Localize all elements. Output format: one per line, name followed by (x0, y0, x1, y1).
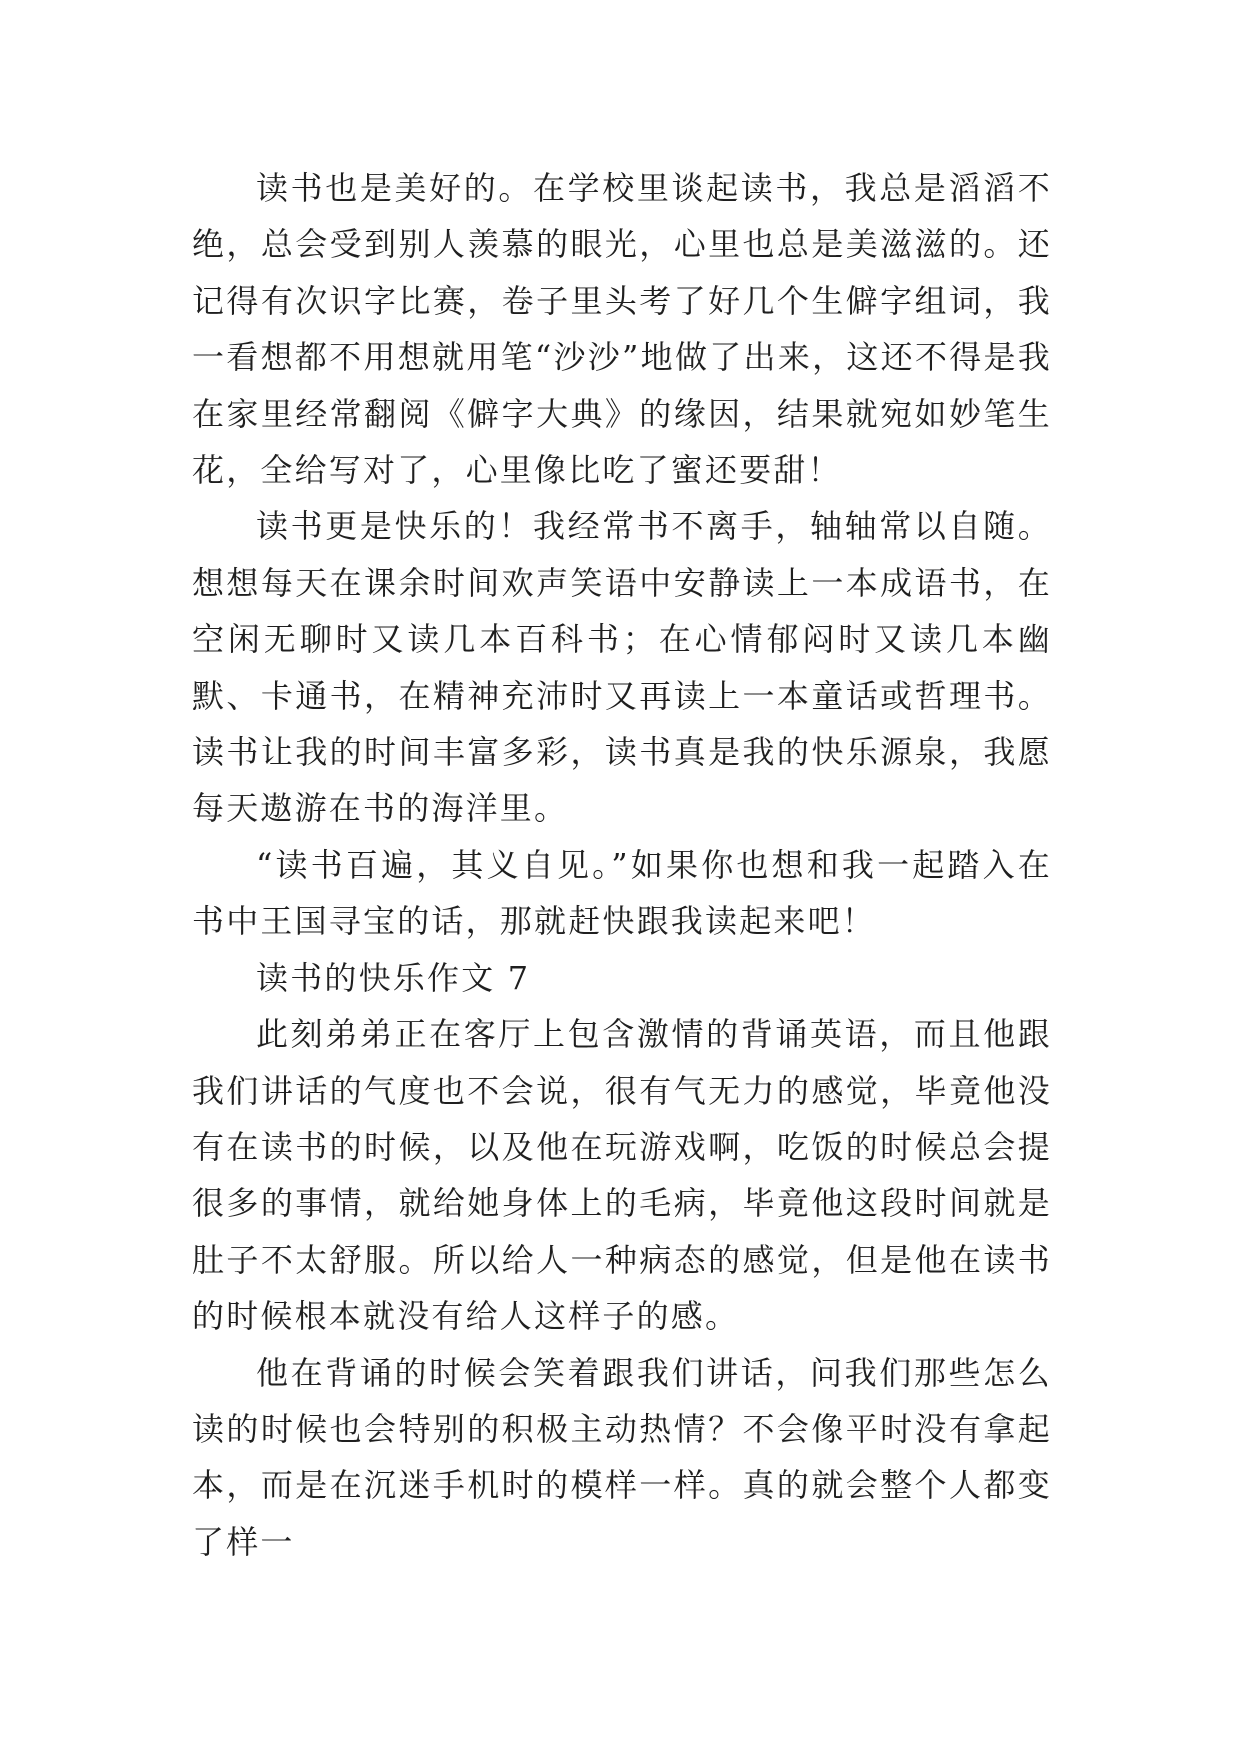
paragraph-reading-joyful: 读书更是快乐的！我经常书不离手，轴轴常以自随。想想每天在课余时间欢声笑语中安静读上一本成语书，在空闲无聊时又读几本百科书；在心情郁闷时又读几本幽默、卡通书，在精神充沛时又再读上一本童话或哲理书。读书让我的时间丰富多彩，读书真是我的快乐源泉，我愿每天遨游在书的海洋里。 (192, 507, 1052, 828)
paragraph-brother-talking: 他在背诵的时候会笑着跟我们讲话，问我们那些怎么读的时候也会特别的积极主动热情？不会像平时没有拿起本，而是在沉迷手机时的模样一样。真的就会整个人都变了样一 (192, 1353, 1052, 1561)
essay-heading: 读书的快乐作文 7 (256, 958, 531, 997)
paragraph-brother-reciting: 此刻弟弟正在客厅上包含激情的背诵英语，而且他跟我们讲话的气度也不会说，很有气无力的感觉，毕竟他没有在读书的时候，以及他在玩游戏啊，吃饭的时候总会提很多的事情，就给她身体上的毛病，毕竟他这段时间就是肚子不太舒服。所以给人一种病态的感觉，但是他在读书的时候根本就没有给人这样子的感。 (192, 1015, 1052, 1336)
paragraph-reading-quote: “读书百遍，其义自见。”如果你也想和我一起踏入在书中王国寻宝的话，那就赶快跟我读起来吧！ (192, 845, 1052, 941)
paragraph-reading-beautiful: 读书也是美好的。在学校里谈起读书，我总是滔滔不绝，总会受到别人羡慕的眼光，心里也总是美滋滋的。还记得有次识字比赛，卷子里头考了好几个生僻字组词，我一看想都不用想就用笔“沙沙”地做了出来，这还不得是我在家里经常翻阅《僻字大典》的缘因，结果就宛如妙笔生花，全给写对了，心里像比吃了蜜还要甜！ (192, 169, 1052, 490)
document-body (192, 160, 1052, 1570)
